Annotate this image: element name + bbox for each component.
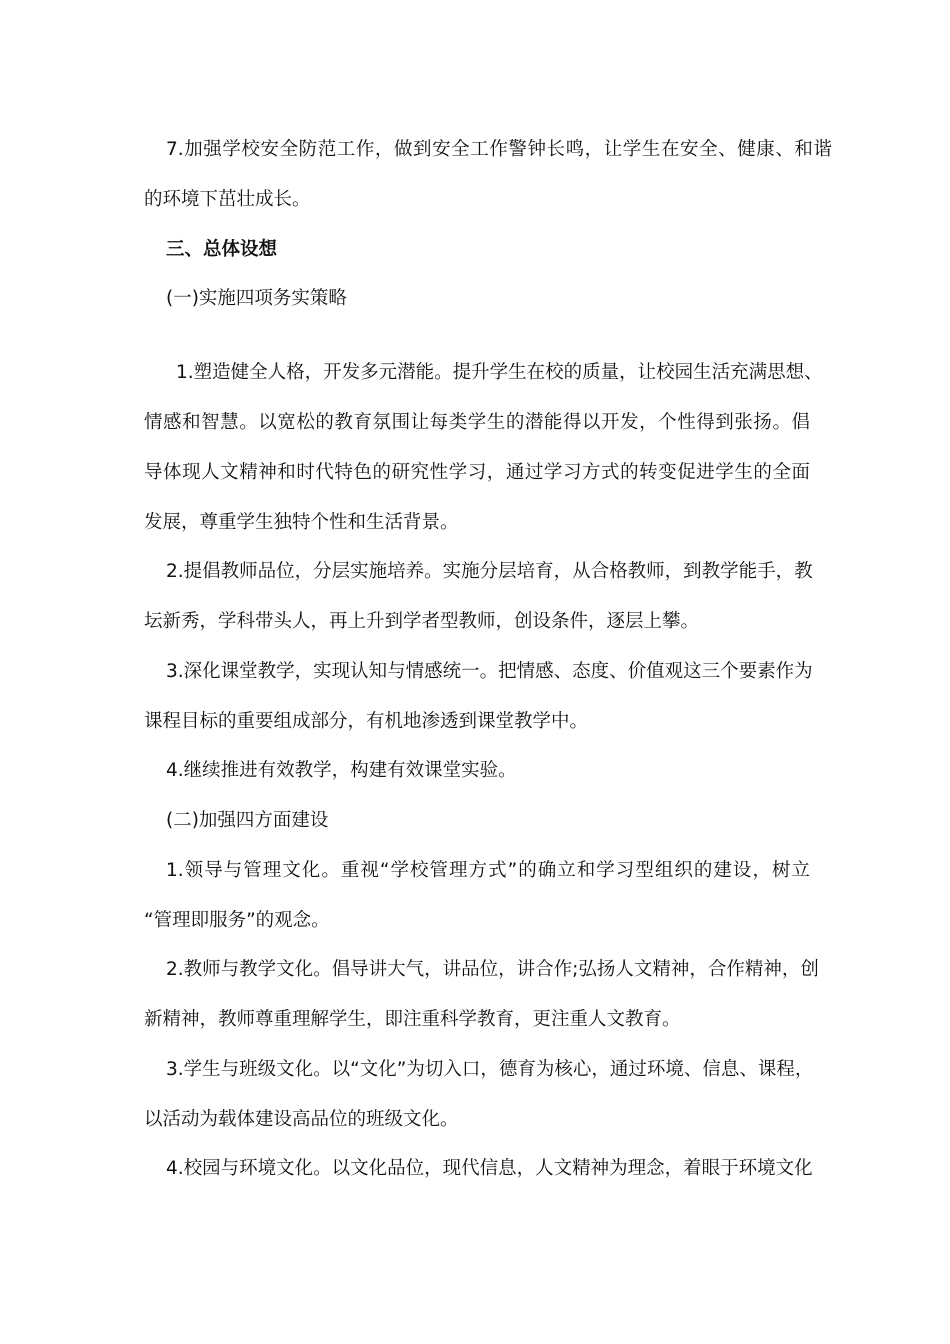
section-heading: 三、总体设想 xyxy=(166,239,278,260)
text-line: 坛新秀，学科带头人，再上升到学者型教师，创设条件，逐层上攀。 xyxy=(144,611,700,632)
subsection-heading: (一)实施四项务实策略 xyxy=(166,288,347,309)
text-line: 3.深化课堂教学，实现认知与情感统一。把情感、态度、价值观这三个要素作为 xyxy=(166,661,813,682)
text-line: 7.加强学校安全防范工作，做到安全工作警钟长鸣，让学生在安全、健康、和谐 xyxy=(166,139,832,160)
text-line: 情感和智慧。以宽松的教育氛围让每类学生的潜能得以开发，个性得到张扬。倡 xyxy=(144,412,810,433)
text-line: 课程目标的重要组成部分，有机地渗透到课堂教学中。 xyxy=(144,711,589,732)
text-line: 的环境下茁壮成长。 xyxy=(144,189,311,210)
text-line: “管理即服务”的观念。 xyxy=(144,910,330,931)
text-line: 2.提倡教师品位，分层实施培养。实施分层培育，从合格教师，到教学能手，教 xyxy=(166,561,813,582)
text-line: 新精神，教师尊重理解学生，即注重科学教育，更注重人文教育。 xyxy=(144,1009,681,1030)
text-line: 4.校园与环境文化。以文化品位，现代信息，人文精神为理念，着眼于环境文化 xyxy=(166,1158,813,1179)
text-line: 1.领导与管理文化。重视“学校管理方式”的确立和学习型组织的建设，树立 xyxy=(166,860,810,881)
text-line: 3.学生与班级文化。以“文化”为切入口，德育为核心，通过环境、信息、课程， xyxy=(166,1059,814,1080)
text-line: 1.塑造健全人格，开发多元潜能。提升学生在校的质量，让校园生活充满思想、 xyxy=(176,362,823,383)
text-line: 2.教师与教学文化。倡导讲大气，讲品位，讲合作;弘扬人文精神，合作精神，创 xyxy=(166,959,819,980)
subsection-heading: (二)加强四方面建设 xyxy=(166,810,329,831)
text-line: 导体现人文精神和时代特色的研究性学习，通过学习方式的转变促进学生的全面 xyxy=(144,462,810,483)
text-line: 以活动为载体建设高品位的班级文化。 xyxy=(144,1109,459,1130)
text-line: 4.继续推进有效教学，构建有效课堂实验。 xyxy=(166,760,517,781)
text-line: 发展，尊重学生独特个性和生活背景。 xyxy=(144,512,459,533)
